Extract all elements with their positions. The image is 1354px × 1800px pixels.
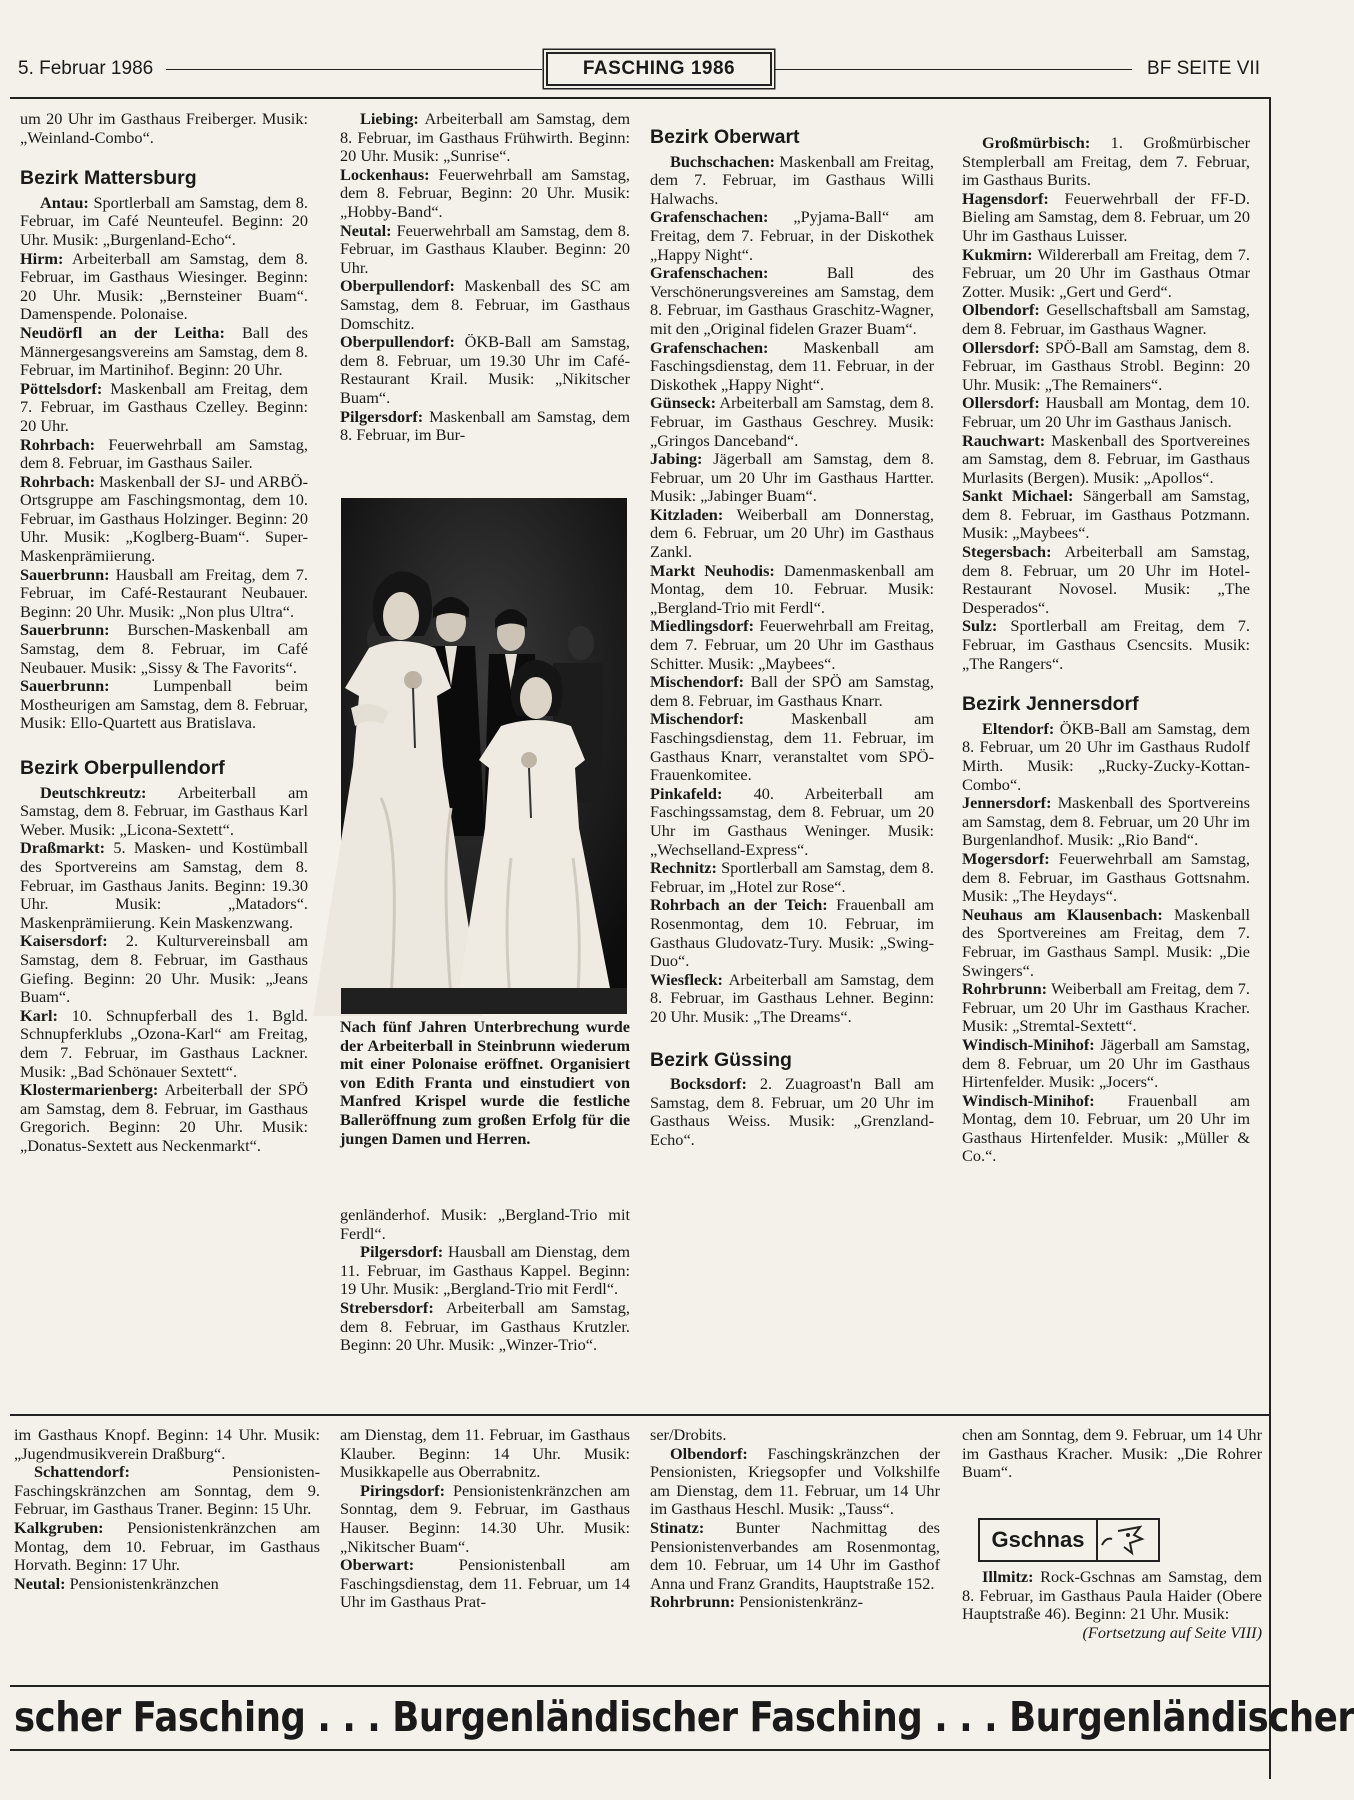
event-place: Ollersdorf:	[962, 393, 1040, 413]
event-place: Sauerbrunn:	[20, 676, 110, 696]
event-entry	[962, 134, 1250, 190]
mask-icon	[1098, 1520, 1158, 1560]
event-place: Kalkgruben:	[14, 1517, 104, 1537]
lower-c3-intro: ser/Drobits.	[650, 1425, 727, 1444]
event-place: Neutal:	[340, 220, 392, 240]
event-place: Rechnitz:	[650, 858, 717, 878]
event-place: Neuhaus am Klausenbach:	[962, 904, 1163, 924]
event-place: Mischendorf:	[650, 672, 745, 692]
event-entry	[962, 617, 1250, 673]
event-text: Maskenball am Samstag, dem 8. Februar, im Bur-	[340, 406, 630, 445]
col1-intro: um 20 Uhr im Gasthaus Freiberger. Musik: „Weinland-Combo“.	[20, 109, 308, 147]
event-entry	[650, 785, 934, 859]
event-entry	[340, 166, 630, 222]
column-3	[650, 128, 934, 1149]
event-place: Markt Neuhodis:	[650, 560, 775, 580]
event-text: Pensionisten-Faschingskränzchen am Sonntag, dem 9. Februar, im Gasthaus Traner. Beginn: 15 Uhr.	[14, 1462, 320, 1519]
event-entry	[962, 190, 1250, 246]
event-text: Feuerwehrball am Samstag, dem 8. Februar, im Gasthaus Sailer.	[20, 434, 308, 473]
event-place: Oberpullendorf:	[340, 332, 455, 352]
mask-icon-svg	[1098, 1523, 1158, 1557]
event-text: Damenmaskenball am Montag, dem 10. Februar. Musik: „Bergland-Trio mit Ferdl“.	[650, 560, 935, 617]
event-entry	[650, 1519, 940, 1593]
gschnas-label: Gschnas	[980, 1520, 1098, 1560]
event-entry	[650, 1445, 940, 1519]
event-entry	[962, 301, 1250, 338]
event-place: Grafenschachen:	[650, 207, 769, 227]
event-text: Maskenball am Freitag, dem 7. Februar, im Gasthaus Willi Halwachs.	[650, 151, 934, 208]
list-lower-c2	[340, 1482, 630, 1612]
event-place: Mogersdorf:	[962, 848, 1050, 868]
event-text: Feuerwehrball am Samstag, dem 8. Februar, im Gasthaus Klauber. Beginn: 20 Uhr.	[340, 220, 630, 277]
lower-column-4	[962, 1426, 1262, 1482]
event-place: Kaisersdorf:	[20, 931, 108, 951]
event-entry	[962, 1568, 1262, 1624]
list-col2-bottom	[340, 1243, 630, 1355]
event-place: Eltendorf:	[982, 718, 1055, 738]
event-text: Arbeiterball am Samstag, dem 8. Februar, im Gasthaus Geschrey. Musik: „Gringos Danceband“.	[650, 393, 934, 450]
event-text: Hausball am Dienstag, dem 11. Februar, im Gasthaus Kappel. Beginn: 19 Uhr. Musik: „Bergland-Trio mit Ferdl“.	[340, 1242, 630, 1299]
event-place: Stinatz:	[650, 1517, 705, 1537]
event-entry	[20, 250, 308, 324]
event-entry	[340, 277, 630, 333]
event-text: Lumpenball beim Mostheurigen am Samstag, dem 8. Februar, Musik: Ello-Quartett aus Bratislava.	[20, 676, 308, 733]
event-text: Bunter Nachmittag des Pensionistenverbandes am Rosenmontag, dem 10. Februar, um 14 Uhr im Gasthof Anna und Franz Grandits, Hauptstraße 152.	[650, 1517, 941, 1593]
event-text: Feuerwehrball am Freitag, dem 7. Februar, um 20 Uhr im Gasthaus Schitter. Musik: „Maybees“.	[650, 616, 934, 673]
event-place: Pilgersdorf:	[340, 406, 424, 426]
lower-column-4-after	[962, 1568, 1262, 1642]
event-place: Klostermarienberg:	[20, 1080, 159, 1100]
event-place: Rohrbrunn:	[650, 1592, 736, 1612]
lower-column-2	[340, 1426, 630, 1612]
event-place: Rohrbrunn:	[962, 979, 1048, 999]
event-text: Gesellschaftsball am Samstag, dem 8. Februar, im Gasthaus Wagner.	[962, 300, 1250, 338]
event-text: Sportlerball am Samstag, dem 8. Februar, im Café Neunteufel. Beginn: 20 Uhr. Musik: „Burgenland-Echo“.	[20, 192, 308, 249]
lower-c4-intro: chen am Sonntag, dem 9. Februar, um 14 Uhr im Gasthaus Kracher. Musik: „Die Rohrer Buam“.	[962, 1425, 1262, 1482]
event-place: Lockenhaus:	[340, 164, 430, 184]
event-text: 1. Großmürbischer Stemplerball am Freitag, dem 7. Februar, im Gasthaus Burits.	[962, 133, 1250, 190]
column-1	[20, 110, 308, 1155]
event-entry	[650, 394, 934, 450]
event-place: Jabing:	[650, 449, 703, 469]
event-text: Weiberball am Freitag, dem 7. Februar, um 20 Uhr im Gasthaus Kracher. Musik: „Stremtal-Sextett“.	[962, 979, 1250, 1036]
event-text: 2. Kulturvereinsball am Samstag, dem 8. Februar, im Gasthaus Giefing. Beginn: 20 Uhr. Musik: „Jeans Buam“.	[20, 931, 308, 1007]
event-entry	[962, 246, 1250, 302]
event-text: Maskenball am Faschingsdienstag, dem 11. Februar, im Gasthaus Knarr, veranstaltet vom SPÖ-Frauenkomitee.	[650, 709, 934, 785]
event-entry	[962, 906, 1250, 980]
event-place: Rohrbach:	[20, 471, 96, 491]
event-text: Frauenball am Montag, dem 10. Februar, um 20 Uhr im Gasthaus Hirtenfelder. Musik: „Müller & Co.“.	[962, 1090, 1250, 1166]
event-text: Pensionistenkränzchen am Sonntag, dem 9. Februar, im Gasthaus Hauser. Beginn: 14.30 Uhr. Musik: „Nikitscher Buam“.	[340, 1480, 630, 1556]
event-text: Arbeiterball am Samstag, dem 8. Februar, im Gasthaus Wiesinger. Beginn: 20 Uhr. Musik: „Bernsteiner Buam“. Damenspende. Polonaise.	[20, 248, 308, 324]
event-place: Olbendorf:	[962, 300, 1040, 320]
event-text: SPÖ-Ball am Samstag, dem 8. Februar, im Gasthaus Strobl. Beginn: 20 Uhr. Musik: „The Remainers“.	[962, 337, 1250, 394]
event-place: Miedlingsdorf:	[650, 616, 755, 636]
event-place: Grafenschachen:	[650, 337, 769, 357]
heading-jennersdorf: Bezirk Jennersdorf	[962, 693, 1139, 716]
event-place: Wiesfleck:	[650, 969, 723, 989]
lower-column-1	[14, 1426, 320, 1593]
heading-guessing: Bezirk Güssing	[650, 1048, 792, 1071]
event-text: Arbeiterball am Samstag, dem 8. Februar, im Gasthaus Frühwirth. Beginn: 20 Uhr. Musik: „Sunrise“.	[340, 109, 631, 166]
event-text: 10. Schnupferball des 1. Bgld. Schnupferklubs „Ozona-Karl“ am Freitag, dem 7. Februar, im Gasthaus Lackner. Musik: „Bad Schönauer Sextett“.	[20, 1005, 309, 1081]
event-entry	[650, 450, 934, 506]
event-place: Hagensdorf:	[962, 188, 1049, 208]
event-text: Jägerball am Samstag, dem 8. Februar, um 20 Uhr im Gasthaus Hartter. Musik: „Jabinger Buam“.	[650, 449, 935, 506]
event-entry	[340, 1243, 630, 1299]
event-text: Hausball am Freitag, dem 7. Februar, im Café-Restaurant Neubauer. Beginn: 20 Uhr. Musik: „Non plus Ultra“.	[20, 564, 308, 621]
event-place: Kukmirn:	[962, 244, 1033, 264]
event-entry	[20, 839, 308, 932]
event-entry	[340, 1482, 630, 1556]
event-text: Jägerball am Samstag, dem 8. Februar, um 20 Uhr im Gasthaus Hirtenfelder. Musik: „Jocers“.	[962, 1034, 1250, 1092]
event-place: Pilgersdorf:	[360, 1242, 444, 1262]
event-text: 5. Masken- und Kostümball des Sportvereins am Samstag, dem 8. Februar, im Gasthaus Janits. Beginn: 19.30 Uhr. Musik: „Matadors“. Maskenprämiierung. Kein Maskenzwang.	[20, 838, 308, 932]
event-entry	[650, 506, 934, 562]
gschnas-box	[978, 1518, 1160, 1562]
list-col2-top	[340, 110, 630, 445]
event-entry	[650, 710, 934, 784]
event-place: Kitzladen:	[650, 504, 724, 524]
event-text: ÖKB-Ball am Samstag, dem 8. Februar, um 19.30 Uhr im Café-Restaurant Krail. Musik: „Nikitscher Buam“.	[340, 332, 630, 407]
event-entry	[650, 153, 934, 209]
event-entry	[650, 562, 934, 618]
column-4	[962, 134, 1250, 1166]
event-entry	[650, 1593, 940, 1612]
event-entry	[962, 794, 1250, 850]
event-text: Hausball am Montag, dem 10. Februar, um 20 Uhr im Gasthaus Janisch.	[962, 393, 1250, 431]
event-text: Wildererball am Freitag, dem 7. Februar, um 20 Uhr im Gasthaus Otmar Zotter. Musik: „Gert und Gerd“.	[962, 244, 1251, 301]
event-text: Weiberball am Donnerstag, dem 6. Februar, um 20 Uhr) im Gasthaus Zankl.	[650, 504, 934, 562]
event-entry	[962, 850, 1250, 906]
ball-photo	[341, 498, 627, 1014]
event-entry	[20, 1007, 308, 1081]
event-entry	[20, 436, 308, 473]
event-place: Liebing:	[360, 109, 419, 128]
event-entry	[962, 543, 1250, 617]
event-place: Bocksdorf:	[670, 1074, 747, 1094]
event-place: Stegersbach:	[962, 542, 1052, 562]
event-text: Maskenball des Sportvereines am Freitag, dem 7. Februar, im Gasthaus Sampl. Musik: „Die Swingers“.	[962, 904, 1250, 980]
event-entry	[650, 339, 934, 395]
event-place: Karl:	[20, 1005, 58, 1025]
event-text: Pensionistenball am Faschingsdienstag, dem 11. Februar, um 14 Uhr im Gasthaus Prat-	[340, 1555, 630, 1612]
event-text: Ball der SPÖ am Samstag, dem 8. Februar, im Gasthaus Knarr.	[650, 672, 934, 710]
list-oberpullendorf	[20, 784, 308, 1156]
event-text: Maskenball des Sportvereines am Samstag, dem 8. Februar, im Gasthaus Murlasits (Bergen). Musik: „Apollos“.	[962, 430, 1250, 487]
event-entry	[20, 784, 308, 840]
event-entry	[20, 621, 308, 677]
event-text: Arbeiterball am Samstag, dem 8. Februar, im Gasthaus Karl Weber. Musik: „Licona-Sextett“.	[20, 782, 308, 839]
page-header	[14, 52, 1282, 88]
event-place: Rohrbach:	[20, 434, 96, 454]
event-text: Sportlerball am Freitag, dem 7. Februar, im Gasthaus Csencsits. Musik: „The Rangers“.	[962, 616, 1250, 673]
event-place: Rohrbach an der Teich:	[650, 895, 828, 915]
event-text: ÖKB-Ball am Samstag, dem 8. Februar, um 20 Uhr im Gasthaus Rudolf Mirth. Musik: „Rucky-Zucky-Kottan-Combo“.	[962, 718, 1250, 794]
event-place: Pinkafeld:	[650, 783, 723, 803]
event-text: Arbeiterball am Samstag, dem 8. Februar, um 20 Uhr im Hotel-Restaurant Novosel. Musik: „The Desperados“.	[962, 542, 1251, 617]
page-number: BF SEITE VII	[1147, 58, 1260, 79]
event-entry	[650, 971, 934, 1027]
event-place: Deutschkreutz:	[40, 782, 147, 802]
event-place: Rauchwart:	[962, 430, 1046, 450]
event-place: Windisch-Minihof:	[962, 1034, 1095, 1054]
event-text: Maskenball am Faschingsdienstag, dem 11. Februar, in der Diskothek „Happy Night“.	[650, 337, 934, 394]
event-entry	[650, 208, 934, 264]
event-place: Antau:	[40, 192, 89, 212]
event-place: Jennersdorf:	[962, 793, 1052, 813]
event-text: Feuerwehrball der FF-D. Bieling am Samstag, dem 8. Februar, um 20 Uhr im Gasthaus Luisser.	[962, 188, 1250, 245]
issue-date: 5. Februar 1986	[18, 58, 154, 79]
lower-column-3	[650, 1426, 940, 1612]
header-rule-left	[166, 69, 542, 70]
event-text: Arbeiterball am Samstag, dem 8. Februar, im Gasthaus Lehner. Beginn: 20 Uhr. Musik: „The Dreams“.	[650, 969, 935, 1026]
lower-c2-intro: am Dienstag, dem 11. Februar, im Gasthaus Klauber. Beginn: 14 Uhr. Musik: Musikkapelle aus Oberrabnitz.	[340, 1425, 630, 1482]
event-place: Großmürbisch:	[982, 133, 1091, 152]
event-text: Rock-Gschnas am Samstag, dem 8. Februar, im Gasthaus Paula Haider (Obere Hauptstraße 46). Beginn: 21 Uhr. Musik:	[962, 1567, 1263, 1624]
event-text: Sportlerball am Samstag, dem 8. Februar, im „Hotel zur Rose“.	[650, 858, 934, 896]
event-text: Maskenball des SC am Samstag, dem 8. Februar, im Gasthaus Domschitz.	[340, 276, 630, 333]
event-entry	[14, 1463, 320, 1519]
event-text: 40. Arbeiterball am Faschingssamstag, dem 8. Februar, um 20 Uhr im Gasthaus Weninger. Musik: „Wechselland-Express“.	[650, 783, 935, 859]
event-entry	[340, 110, 630, 166]
event-text: Sängerball am Samstag, dem 8. Februar, im Gasthaus Potzmann. Musik: „Maybees“.	[962, 486, 1250, 543]
event-entry	[650, 617, 934, 673]
event-entry	[20, 932, 308, 1006]
header-rule-right	[774, 69, 1132, 70]
event-place: Neudörfl an der Leitha:	[20, 322, 225, 342]
heading-mattersburg: Bezirk Mattersburg	[20, 167, 197, 190]
event-place: Sauerbrunn:	[20, 564, 110, 584]
list-mattersburg	[20, 194, 308, 733]
event-place: Neutal:	[14, 1573, 66, 1593]
list-guessing	[650, 1075, 934, 1149]
event-entry	[650, 859, 934, 896]
event-entry	[962, 487, 1250, 543]
event-entry	[14, 1519, 320, 1575]
event-text: Burschen-Maskenball am Samstag, dem 8. Februar, im Café Neubauer. Musik: „Sissy & The Favorits“.	[20, 620, 308, 677]
list-lower-c1	[14, 1463, 320, 1593]
event-place: Piringsdorf:	[360, 1480, 446, 1500]
section-title: FASCHING 1986	[546, 52, 772, 86]
event-place: Ollersdorf:	[962, 337, 1040, 357]
continuation-note: (Fortsetzung auf Seite VIII)	[1082, 1622, 1262, 1642]
heading-oberwart: Bezirk Oberwart	[650, 126, 800, 148]
event-place: Strebersdorf:	[340, 1297, 434, 1317]
event-place: Windisch-Minihof:	[962, 1090, 1095, 1110]
event-entry	[962, 720, 1250, 794]
col2-continued: genländerhof. Musik: „Bergland-Trio mit Ferdl“.	[340, 1205, 630, 1243]
event-entry	[20, 324, 308, 380]
event-entry	[650, 1075, 934, 1149]
event-text: Frauenball am Rosenmontag, dem 10. Februar, im Gasthaus Gludovatz-Tury. Musik: „Swing-Duo“.	[650, 895, 934, 971]
event-place: Oberpullendorf:	[340, 276, 455, 296]
event-entry	[340, 1556, 630, 1612]
event-place: Schattendorf:	[34, 1462, 130, 1482]
event-entry	[20, 566, 308, 622]
event-text: Pensionistenkränzchen	[69, 1573, 219, 1593]
event-place: Sankt Michael:	[962, 486, 1074, 506]
event-entry	[20, 380, 308, 436]
event-entry	[962, 339, 1250, 395]
banner-rule-bottom	[10, 1749, 1271, 1751]
event-place: Sulz:	[962, 616, 998, 636]
event-entry	[20, 1081, 308, 1155]
event-place: Hirm:	[20, 248, 64, 268]
event-text: Feuerwehrball am Samstag, dem 8. Februar, im Gasthaus Gottsnahm. Musik: „The Heydays“.	[962, 848, 1250, 906]
event-text: Faschingskränzchen der Pensionisten, Kriegsopfer und Volkshilfe am Dienstag, dem 11. Februar, um 14 Uhr im Gasthaus Heschl. Musik: „Tauss“.	[650, 1443, 940, 1519]
event-text: Pensionistenkränz-	[739, 1592, 864, 1612]
event-place: Olbendorf:	[670, 1443, 748, 1463]
event-text: Ball des Verschönerungsvereines am Samstag, dem 8. Februar, im Gasthaus Graschitz-Wagner, mit den „Original fidelen Grazer Buam“.	[650, 263, 934, 338]
event-entry	[962, 1092, 1250, 1166]
list-oberwart	[650, 153, 934, 1027]
event-text: Ball des Männergesangsvereins am Samstag, dem 8. Februar, im Martinihof. Beginn: 20 Uhr.	[20, 322, 308, 380]
event-entry	[962, 394, 1250, 431]
event-entry	[20, 677, 308, 733]
event-place: Oberwart:	[340, 1555, 415, 1575]
event-place: Pöttelsdorf:	[20, 378, 103, 398]
event-entry	[650, 896, 934, 970]
event-text: Maskenball am Freitag, dem 7. Februar, im Gasthaus Czelley. Beginn: 20 Uhr.	[20, 378, 309, 435]
event-place: Draßmarkt:	[20, 838, 106, 858]
heading-oberpullendorf: Bezirk Oberpullendorf	[20, 757, 225, 779]
event-entry	[650, 673, 934, 710]
event-entry	[20, 194, 308, 250]
event-place: Grafenschachen:	[650, 263, 769, 283]
photo-caption: Nach fünf Jahren Unterbrechung wurde der Arbeiterball in Steinbrunn wiederum mit einer Polonaise eröffnet. Organisiert von Edith Franta und einstudiert von Manfred Krispel wurde die festliche Balleröffnung zum großen Erfolg für die jungen Damen und Herren.	[340, 1018, 630, 1148]
column-2-bottom	[340, 1206, 630, 1355]
lower-c1-intro: im Gasthaus Knopf. Beginn: 14 Uhr. Musik: „Jugendmusikverein Draßburg“.	[14, 1425, 320, 1463]
event-text: Arbeiterball am Samstag, dem 8. Februar, im Gasthaus Krutzler. Beginn: 20 Uhr. Musik: „Winzer-Trio“.	[340, 1297, 630, 1355]
event-entry	[340, 408, 630, 445]
event-place: Buchschachen:	[670, 151, 775, 171]
event-text: Arbeiterball der SPÖ am Samstag, dem 8. Februar, im Gasthaus Gregorich. Beginn: 20 Uhr. Musik: „Donatus-Sextett aus Neckenmarkt“.	[20, 1080, 309, 1155]
event-text: Feuerwehrball am Samstag, dem 8. Februar, Beginn: 20 Uhr. Musik: „Hobby-Band“.	[340, 164, 630, 221]
event-entry	[14, 1575, 320, 1594]
polonaise-photo-svg	[341, 498, 627, 1014]
column-2-top	[340, 110, 630, 445]
list-col4-top	[962, 134, 1250, 673]
event-entry	[962, 980, 1250, 1036]
event-place: Illmitz:	[982, 1567, 1034, 1586]
event-text: Maskenball des Sportvereins am Samstag, dem 8. Februar, um 20 Uhr im Burgenlandhof. Musik: „Rio Band“.	[962, 793, 1250, 850]
event-text: „Pyjama-Ball“ am Freitag, dem 7. Februar, in der Diskothek „Happy Night“.	[650, 207, 934, 264]
event-entry	[340, 333, 630, 407]
event-text: Maskenball der SJ- und ARBÖ-Ortsgruppe am Faschingsmontag, dem 10. Februar, im Gasthaus Holzinger. Beginn: 20 Uhr. Musik: „Koglberg-Buam“. Super-Maskenprämiierung.	[20, 471, 308, 566]
event-entry	[962, 432, 1250, 488]
list-lower-c4	[962, 1568, 1262, 1624]
list-jennersdorf	[962, 720, 1250, 1166]
event-text: 2. Zuagroast'n Ball am Samstag, dem 8. Februar, um 20 Uhr im Gasthaus Weiss. Musik: „Grenzland-Echo“.	[650, 1074, 934, 1149]
event-entry	[650, 264, 934, 338]
list-lower-c3	[650, 1445, 940, 1612]
section-divider	[10, 1414, 1271, 1416]
event-entry	[962, 1036, 1250, 1092]
event-place: Günseck:	[650, 393, 717, 413]
event-entry	[20, 473, 308, 566]
footer-banner: scher Fasching . . . Burgenländischer Fasching . . . Burgenländischer	[14, 1693, 1354, 1741]
event-entry	[340, 1299, 630, 1355]
event-entry	[340, 222, 630, 278]
event-text: Pensionistenkränzchen am Montag, dem 10. Februar, im Gasthaus Horvath. Beginn: 17 Uhr.	[14, 1517, 320, 1575]
event-place: Sauerbrunn:	[20, 620, 110, 640]
event-place: Mischendorf:	[650, 709, 745, 729]
